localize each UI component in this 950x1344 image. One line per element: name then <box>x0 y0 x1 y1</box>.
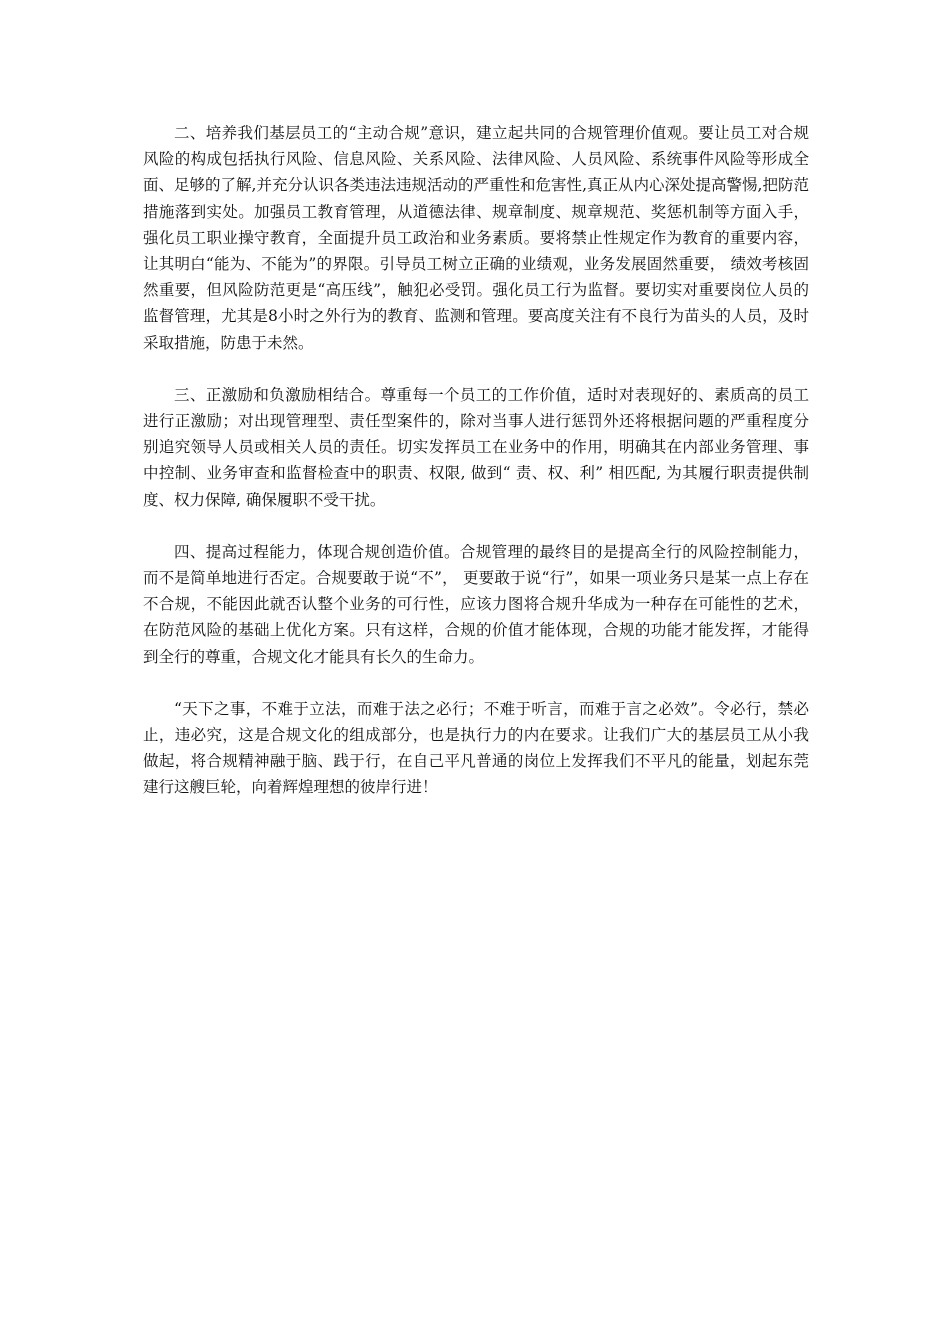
paragraph-conclusion: “天下之事，不难于立法，而难于法之必行；不难于听言，而难于言之必效”。令必行，禁必止，违必究，这是合规文化的组成部分，也是执行力的内在要求。让我们广大的基层员工从小我做起，将合规精神融于脑、践于行，在自己平凡普通的岗位上发挥我们不平凡的能量，划起东莞建行这艘巨轮，向着辉煌理想的彼岸行进！ <box>143 699 809 797</box>
paragraph-incentives: 三、正激励和负激励相结合。尊重每一个员工的工作价值，适时对表现好的、素质高的员工进行正激励；对出现管理型、责任型案件的，除对当事人进行惩罚外还将根据问题的严重程度分别追究领导人员或相关人员的责任。切实发挥员工在业务中的作用，明确其在内部业务管理、事中控制、业务审查和监督检查中的职责、权限, 做到“ 责、权、利” 相匹配, 为其履行职责提供制度、权力保障, 确保履职不受干扰。 <box>143 385 809 509</box>
paragraph-cultivate-compliance-awareness: 二、培养我们基层员工的“主动合规”意识，建立起共同的合规管理价值观。要让员工对合规风险的构成包括执行风险、信息风险、关系风险、法律风险、人员风险、系统事件风险等形成全面、足够的了解,并充分认识各类违法违规活动的严重性和危害性,真正从内心深处提高警惕,把防范措施落到实处。加强员工教育管理，从道德法律、规章制度、规章规范、奖惩机制等方面入手，强化员工职业操守教育，全面提升员工政治和业务素质。要将禁止性规定作为教育的重要内容，让其明白“能为、不能为”的界限。引导员工树立正确的业绩观，业务发展固然重要， 绩效考核固然重要，但风险防范更是“高压线”，触犯必受罚。强化员工行为监督。要切实对重要岗位人员的监督管理，尤其是8小时之外行为的教育、监测和管理。要高度关注有不良行为苗头的人员，及时采取措施，防患于未然。 <box>143 124 809 352</box>
document-body <box>143 120 809 827</box>
paragraph-process-capability: 四、提高过程能力，体现合规创造价值。合规管理的最终目的是提高全行的风险控制能力，而不是简单地进行否定。合规要敢于说“不”， 更要敢于说“行”，如果一项业务只是某一点上存在不合规，不能因此就否认整个业务的可行性，应该力图将合规升华成为一种存在可能性的艺术，在防范风险的基础上优化方案。只有这样，合规的价值才能体现，合规的功能才能发挥，才能得到全行的尊重，合规文化才能具有长久的生命力。 <box>143 542 809 666</box>
